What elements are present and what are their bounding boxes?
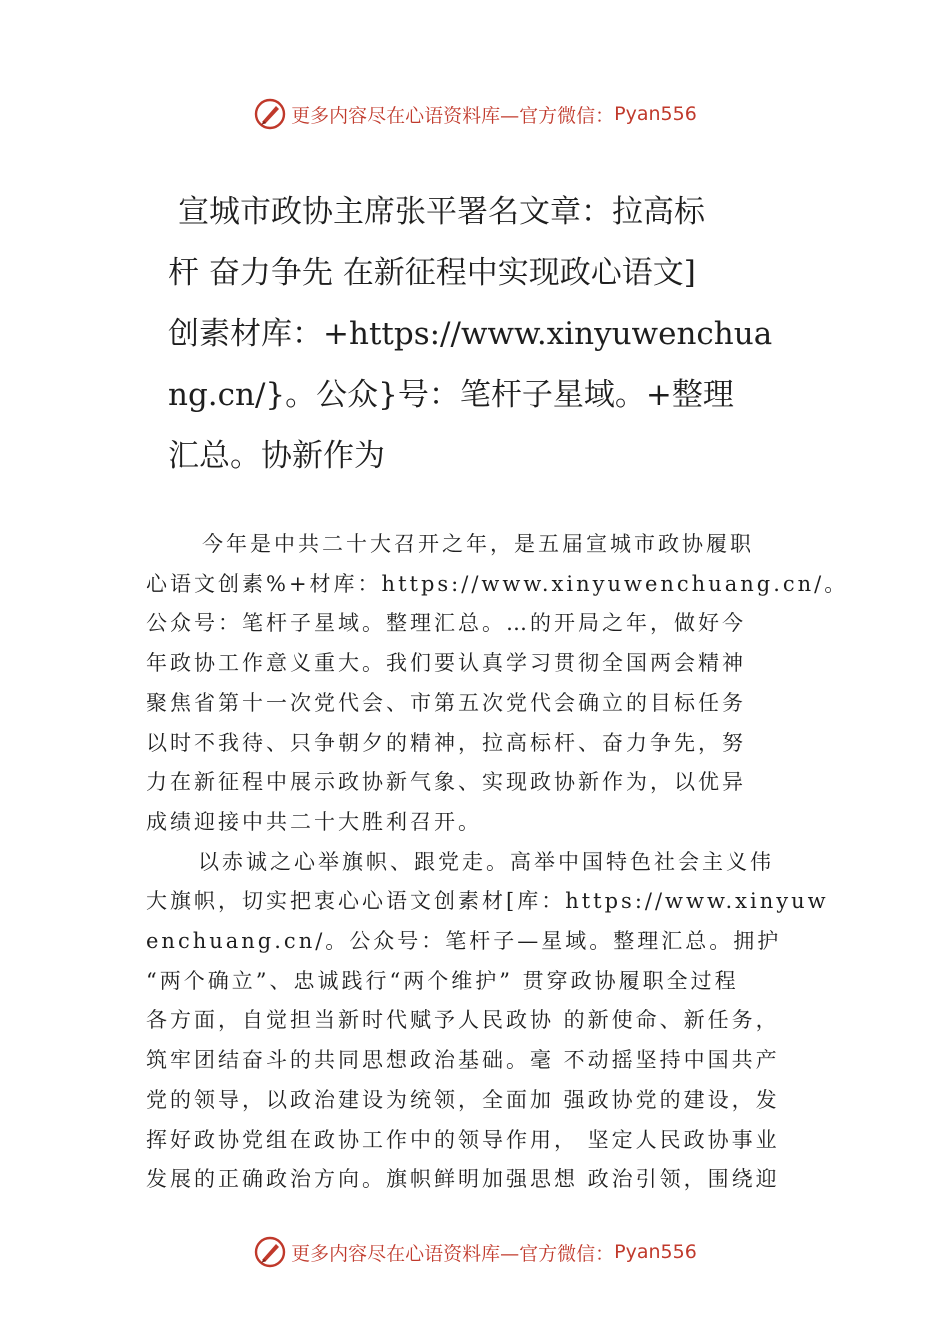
banner-text: 更多内容尽在心语资料库—官方微信： xyxy=(291,104,615,127)
text-line: 各方面，自觉担当新时代赋予人民政协 的新使命、新任务， xyxy=(146,1008,780,1033)
text-line: 成绩迎接中共二十大胜利召开。 xyxy=(146,809,482,834)
title-line: ng.cn/}。公众}号：笔杆子星域。+整理 xyxy=(168,377,734,413)
pen-logo-icon xyxy=(253,97,287,131)
text-line: 党的领导，以政治建设为统领，全面加 强政协党的建设，发 xyxy=(146,1087,780,1112)
text-line: 发展的正确政治方向。旗帜鲜明加强思想 政治引领，围绕迎 xyxy=(146,1167,780,1192)
text-line: 力在新征程中展示政协新气象、实现政协新作为，以优异 xyxy=(146,770,746,795)
header-banner xyxy=(0,94,950,134)
text-line: 年政协工作意义重大。我们要认真学习贯彻全国两会精神 xyxy=(146,651,746,676)
banner-text: 更多内容尽在心语资料库—官方微信： xyxy=(291,1242,615,1265)
text-line: 挥好政协党组在政协工作中的领导作用， 坚定人民政协事业 xyxy=(146,1127,780,1152)
text-line: “两个确立”、忠诚践行“两个维护” 贯穿政协履职全过程 xyxy=(146,968,739,993)
text-line: 今年是中共二十大召开之年，是五届宣城市政协履职 xyxy=(202,532,754,556)
pen-logo-icon xyxy=(253,1235,287,1269)
text-line: 以赤诚之心举旗帜、跟党走。高举中国特色社会主义伟 xyxy=(198,849,774,874)
banner-wechat-id: Pyan556 xyxy=(614,1241,697,1263)
text-line: 大旗帜，切实把衷心心语文创素材[库：https://www.xinyuw xyxy=(146,889,829,914)
text-line: 聚焦省第十一次党代会、市第五次党代会确立的目标任务 xyxy=(146,690,746,715)
banner-wechat-id: Pyan556 xyxy=(614,103,697,125)
paragraph-2 xyxy=(146,843,829,1200)
text-line: enchuang.cn/。公众号：笔杆子—星域。整理汇总。拥护 xyxy=(146,929,782,954)
title-line: 汇总。协新作为 xyxy=(168,438,385,474)
title-line: 创素材库：+https://www.xinyuwenchua xyxy=(168,316,773,352)
title-line: 宣城市政协主席张平署名文章：拉高标 xyxy=(178,194,705,230)
text-line: 心语文创素%+材库：https://www.xinyuwenchuang.cn/。 xyxy=(146,571,849,596)
title-line: 杆 奋力争先 在新征程中实现政心语文] xyxy=(168,255,696,291)
document-body xyxy=(146,525,849,1200)
document-title xyxy=(168,182,788,487)
text-line: 以时不我待、只争朝夕的精神，拉高标杆、奋力争先，努 xyxy=(146,730,746,755)
paragraph-1 xyxy=(146,525,849,843)
text-line: 公众号：笔杆子星域。整理汇总。…的开局之年，做好今 xyxy=(146,611,746,636)
footer-banner xyxy=(0,1232,950,1272)
text-line: 筑牢团结奋斗的共同思想政治基础。毫 不动摇坚持中国共产 xyxy=(146,1048,780,1073)
